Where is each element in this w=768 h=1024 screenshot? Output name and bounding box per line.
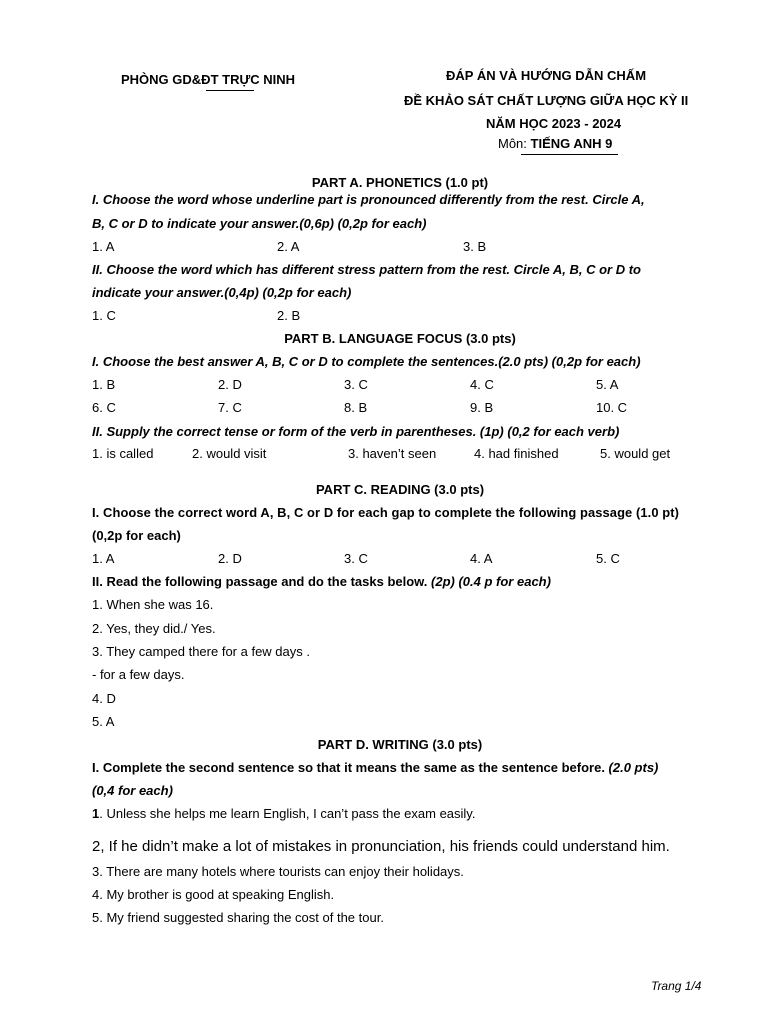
answer: 3. B (463, 239, 487, 254)
answer: 5. C (596, 551, 620, 566)
answer: 2. Yes, they did./ Yes. (92, 621, 216, 636)
part-c-q2: II. Read the following passage and do the tasks below. (2p) (0.4 p for each) (92, 574, 551, 589)
answer: 1. is called (92, 446, 154, 461)
writing-answer: 2, If he didn’t make a lot of mistakes in pronunciation, his friends could understand him. (92, 838, 670, 855)
part-a-q2-line1: II. Choose the word which has different stress pattern from the rest. Circle A, B, C or D to (92, 262, 641, 277)
answer: 2. B (277, 308, 301, 323)
part-c-q1-line1: I. Choose the correct word A, B, C or D for each gap to complete the following passage (1.0 pt) (92, 505, 680, 520)
writing-answer: 5. My friend suggested sharing the cost of the tour. (92, 910, 384, 925)
answer: 5. A (92, 714, 115, 729)
answer: 2. D (218, 551, 242, 566)
department-name: PHÒNG GD&ĐT TRỰC NINH (121, 72, 296, 87)
page-number: Trang 1/4 (651, 979, 702, 993)
part-a-q1-line1: I. Choose the word whose underline part is pronounced differently from the rest. Circle A, (92, 192, 645, 207)
answer: 4. had finished (474, 446, 559, 461)
answer: 1. B (92, 377, 116, 392)
answer: 3. They camped there for a few days . (92, 644, 310, 659)
answer: 5. would get (600, 446, 671, 461)
subject-underline (521, 154, 618, 155)
answer: 3. haven’t seen (348, 446, 437, 461)
writing-answer: 4. My brother is good at speaking English. (92, 887, 335, 902)
part-d-q1: I. Complete the second sentence so that it means the same as the sentence before. (2.0 pts) (92, 760, 659, 775)
answer: 3. C (344, 551, 368, 566)
part-a-title: PART A. PHONETICS (1.0 pt) (311, 175, 489, 190)
answer: 3. C (344, 377, 368, 392)
doc-title-2: ĐỀ KHẢO SÁT CHẤT LƯỢNG GIỮA HỌC KỲ II (404, 93, 689, 108)
answer: 1. C (92, 308, 116, 323)
answer: 5. A (596, 377, 619, 392)
part-d-q1-line2: (0,4 for each) (92, 783, 173, 798)
answer: 10. C (596, 400, 628, 415)
answer: 4. A (470, 551, 493, 566)
part-c-q1-line2: (0,2p for each) (92, 528, 181, 543)
answer: 4. C (470, 377, 494, 392)
part-a-q1-line2: B, C or D to indicate your answer.(0,6p) (0,2p for each) (92, 216, 427, 231)
answer: 2. D (218, 377, 242, 392)
part-d-title: PART D. WRITING (3.0 pts) (317, 737, 483, 752)
part-c-title: PART C. READING (3.0 pts) (315, 482, 485, 497)
answer: 4. D (92, 691, 116, 706)
writing-answer: 1. Unless she helps me learn English, I can’t pass the exam easily. (92, 806, 476, 821)
answer: 7. C (218, 400, 242, 415)
answer: 8. B (344, 400, 368, 415)
answer: 1. When she was 16. (92, 597, 214, 612)
part-b-title: PART B. LANGUAGE FOCUS (3.0 pts) (284, 331, 516, 346)
answer: - for a few days. (92, 667, 185, 682)
doc-title-1: ĐÁP ÁN VÀ HƯỚNG DẪN CHẤM (446, 68, 647, 83)
answer: 9. B (470, 400, 494, 415)
answer: 2. would visit (192, 446, 267, 461)
part-b-q2: II. Supply the correct tense or form of the verb in parentheses. (1p) (0,2 for each verb) (92, 424, 620, 439)
answer: 6. C (92, 400, 116, 415)
part-a-q2-line2: indicate your answer.(0,4p) (0,2p for each) (92, 285, 352, 300)
subject-line: Môn: TIẾNG ANH 9 (498, 136, 613, 151)
answer: 1. A (92, 239, 115, 254)
writing-answer: 3. There are many hotels where tourists can enjoy their holidays. (92, 864, 464, 879)
department-underline (206, 90, 254, 91)
answer: 2. A (277, 239, 300, 254)
answer: 1. A (92, 551, 115, 566)
part-b-q1: I. Choose the best answer A, B, C or D to complete the sentences.(2.0 pts) (0,2p for each) (92, 354, 641, 369)
doc-title-3: NĂM HỌC 2023 - 2024 (486, 116, 622, 131)
